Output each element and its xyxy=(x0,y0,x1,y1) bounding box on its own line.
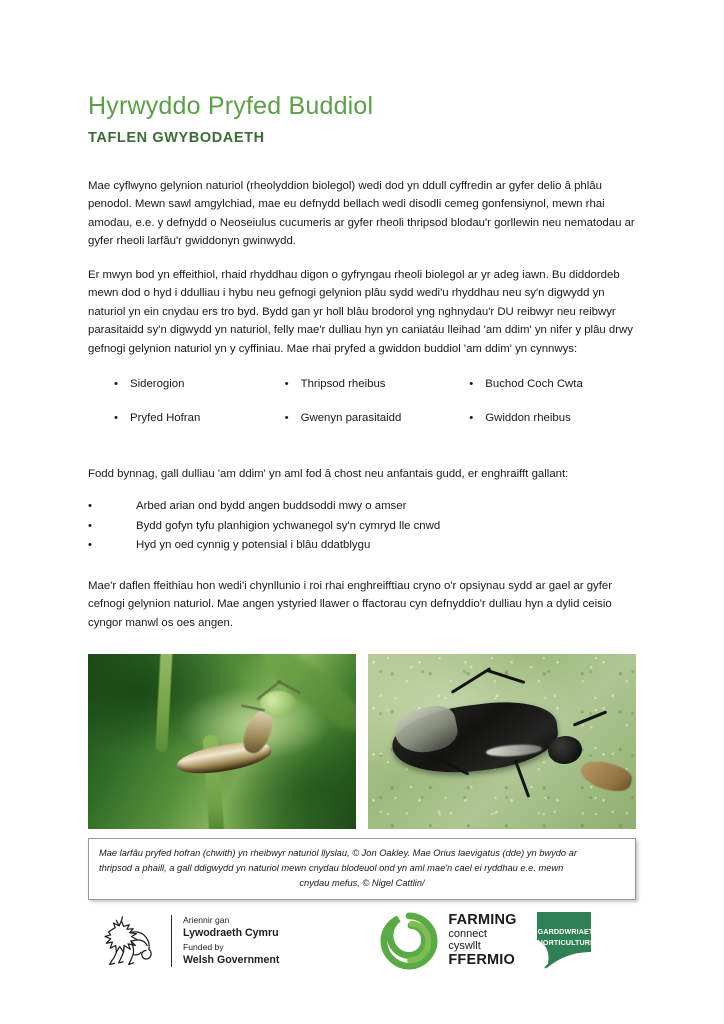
farming-connect-wordmark xyxy=(448,913,516,968)
list-item xyxy=(469,409,636,427)
welsh-government-wordmark xyxy=(183,914,279,968)
document-content xyxy=(88,0,636,900)
photo-row xyxy=(88,654,636,829)
funder-lead-cy: Ariennir gan xyxy=(183,914,230,925)
paragraph-effectiveness: Er mwyn bod yn effeithiol, rhaid rhyddhau digon o gyfryngau rheoli biolegol ar yr adeg iawn. Bu diddordeb mewn dod o hyd i ddulliau i hybu neu gefnogi gelynion plâu sydd wedi'u rhyddhau neu sy'n digwydd yn naturiol yn ein cnydau ers tro byd. Bydd gan yr holl blâu brodorol yng nghnydau'r DU reibwyr neu reibwyr parasitaidd sy'n digwydd yn naturiol, felly mae'r dulliau hyn yn caniatáu lleihad 'am ddim' yn nifer y plâu drwy gefnogi gelynion naturiol yn y cyffiniau. Mae rhai pryfed a gwiddon buddiol 'am ddim' yn cynnwys: xyxy=(88,268,633,355)
horticulture-label-en: HORTICULTURE xyxy=(537,937,595,947)
funder-name-cy: Lywodraeth Cymru xyxy=(183,926,279,939)
list-item xyxy=(114,375,271,393)
beneficials-columns xyxy=(88,375,636,444)
bullet-dot-icon: • xyxy=(469,377,474,390)
list-item xyxy=(88,517,636,537)
leaf-blade-shape xyxy=(155,654,172,752)
caption-line-1: Mae larfâu pryfed hofran (chwith) yn rheibwyr naturiol llyslau, © Jon Oakley. Mae Orius laevigatus (dde) yn bwydo ar xyxy=(99,848,577,859)
bullet-dot-icon: • xyxy=(114,412,118,425)
list-item-label: Bydd gofyn tyfu planhigion ychwanegol sy'n cymryd lle cnwd xyxy=(136,519,441,532)
list-item xyxy=(285,409,454,427)
bullet-dot-icon: • xyxy=(88,499,92,512)
bullet-dot-icon: • xyxy=(114,377,118,390)
bullet-dot-icon: • xyxy=(88,539,92,552)
farming-connect-swirl-icon xyxy=(380,912,438,970)
orius-bug-photo xyxy=(368,654,636,829)
hoverfly-larva-photo xyxy=(88,654,356,829)
bullet-dot-icon: • xyxy=(469,412,474,425)
fc-word-cyswllt: cyswllt xyxy=(448,940,481,952)
logo-divider xyxy=(171,915,172,967)
list-item xyxy=(114,409,271,427)
welsh-government-logo xyxy=(104,914,279,968)
list-item-label: Thripsod rheibus xyxy=(300,377,386,390)
list-item xyxy=(469,375,636,393)
list-item-label: Hyd yn oed cynnig y potensial i blâu ddatblygu xyxy=(136,539,371,552)
paragraph-conclusion: Mae'r daflen ffeithiau hon wedi'i chynllunio i roi rhai enghreifftiau cryno o'r opsiynau sydd ar gael ar gyfer cefnogi gelynion naturiol. Mae angen ystyried llawer o ffactorau cyn defnyddio'r dulliau hyn a dylid ceisio cyngor manwl os oes angen. xyxy=(88,579,613,629)
beneficials-column-2 xyxy=(271,375,454,444)
welsh-dragon-icon xyxy=(104,915,160,967)
list-item-label: Siderogion xyxy=(130,377,185,390)
caption-line-2: thripsod a phaill, a gall ddigwydd yn naturiol mewn cnydau blodeuol ond yn aml mae'n cael ei ryddhau e.e. mewn xyxy=(99,862,564,873)
footer-logos xyxy=(88,896,636,986)
bullet-dot-icon: • xyxy=(88,519,92,532)
horticulture-badge xyxy=(531,910,597,972)
page-subtitle: TAFLEN GWYBODAETH xyxy=(88,129,265,146)
horticulture-badge-text xyxy=(537,927,599,949)
bullet-dot-icon: • xyxy=(284,377,289,390)
drawbacks-list xyxy=(88,497,636,556)
bullet-dot-icon: • xyxy=(284,412,289,425)
funder-name-en: Welsh Government xyxy=(183,954,280,967)
caption-line-3: cnydau mefus, © Nigel Cattlin/ xyxy=(299,877,425,888)
list-item xyxy=(285,375,454,393)
fc-word-connect: connect xyxy=(448,928,487,941)
beneficials-column-3 xyxy=(453,375,636,444)
list-item-label: Pryfed Hofran xyxy=(130,412,201,425)
funder-lead-en: Funded by xyxy=(183,942,224,952)
photo-caption-text xyxy=(99,846,625,890)
list-item xyxy=(88,536,636,556)
list-item-label: Buchod Coch Cwta xyxy=(485,377,583,390)
fc-word-farming: FARMING xyxy=(448,912,517,929)
farming-connect-logo xyxy=(380,910,599,972)
list-item-label: Gwenyn parasitaidd xyxy=(300,412,402,425)
horticulture-label-cy: GARDDWRIAETH xyxy=(537,927,599,936)
paragraph-drawbacks-intro: Fodd bynnag, gall dulliau 'am ddim' yn aml fod â chost neu anfantais gudd, er enghraifft gallant: xyxy=(88,468,569,481)
fc-word-ffermio: FFERMIO xyxy=(448,951,516,968)
beneficials-column-1 xyxy=(88,375,271,444)
paragraph-intro: Mae cyflwyno gelynion naturiol (rheolyddion biolegol) wedi dod yn ddull cyffredin ar gyfer delio â phlâu penodol. Mewn sawl amgylchiad, mae eu defnydd bellach wedi disodli cemeg gonfensiynol, mewn rhai amodau, e.e. y defnydd o Neoseiulus cucumeris ar gyfer rheoli thripsod blodau'r gorllewin neu nematodau ar gyfer rheoli larfâu'r gwiddonyn gwinwydd. xyxy=(88,179,635,248)
list-item-label: Arbed arian ond bydd angen buddsoddi mwy o amser xyxy=(136,499,407,512)
photo-caption-box xyxy=(88,838,636,900)
list-item-label: Gwiddon rheibus xyxy=(485,412,571,425)
page-title: Hyrwyddo Pryfed Buddiol xyxy=(88,92,374,120)
aphid-shape xyxy=(260,691,296,717)
list-item xyxy=(88,497,636,517)
